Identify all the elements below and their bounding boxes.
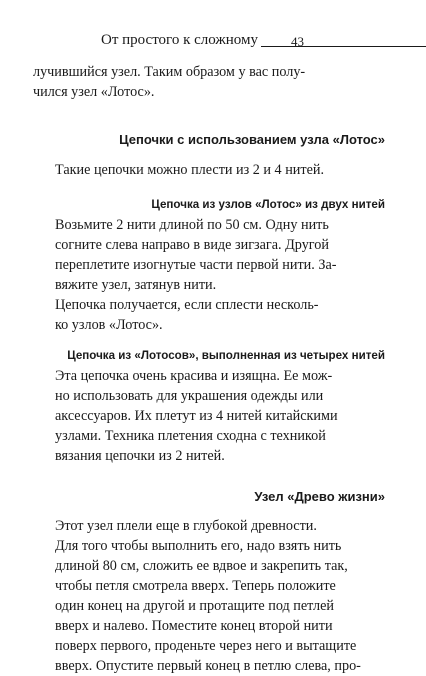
text-line: чтобы петля смотрела вверх. Теперь положите [55, 578, 336, 594]
text-line: аксессуаров. Их плетут из 4 нитей китайскими [55, 408, 338, 424]
text-line: ко узлов «Лотос». [55, 317, 163, 333]
page-content [33, 62, 385, 676]
paragraph-tree-of-life-instructions [33, 516, 385, 676]
text-line: поверх первого, проденьте через него и вытащите [55, 638, 357, 654]
subheading-two-thread-chain: Цепочка из узлов «Лотос» из двух нитей [151, 198, 385, 211]
text-line: Цепочка получается, если сплести несколь- [55, 297, 319, 313]
text-line: вяжите узел, затянув нити. [55, 277, 217, 293]
paragraph-two-thread-instructions [33, 215, 385, 295]
text-line: чился узел «Лотос». [33, 84, 155, 100]
section-heading-lotus-chains: Цепочки с использованием узла «Лотос» [119, 132, 385, 147]
subheading-four-thread-chain: Цепочка из «Лотосов», выполненная из четырех нитей [67, 349, 385, 362]
text-line: один конец на другой и протащите под петлей [55, 598, 334, 614]
paragraph-chain-intro: Такие цепочки можно плести из 2 и 4 нитей. [55, 162, 325, 178]
page-number: 43 [291, 34, 304, 49]
text-line: Возьмите 2 нити длиной по 50 см. Одну нить [55, 217, 329, 233]
paragraph-continuation [33, 62, 385, 102]
text-line: переплетите изогнутые части первой нити. За- [55, 257, 337, 273]
text-line: Эта цепочка очень красива и изящна. Ее мож- [55, 368, 333, 384]
text-line: вверх. Опустите первый конец в петлю слева, про- [55, 658, 361, 674]
running-head [101, 32, 426, 52]
text-line: согните слева направо в виде зигзага. Другой [55, 237, 329, 253]
text-line: длиной 80 см, сложить ее вдвое и закрепить так, [55, 558, 348, 574]
text-line: Этот узел плели еще в глубокой древности. [55, 518, 317, 534]
text-line: вязания цепочки из 2 нитей. [55, 448, 225, 464]
text-line: Для того чтобы выполнить его, надо взять нить [55, 538, 342, 554]
running-head-rule [261, 46, 426, 47]
running-head-title: От простого к сложному [101, 32, 258, 48]
section-heading-tree-of-life: Узел «Древо жизни» [254, 489, 385, 504]
text-line: но использовать для украшения одежды или [55, 388, 324, 404]
text-line: вверх и налево. Поместите конец второй нити [55, 618, 333, 634]
text-line: узлами. Техника плетения сходна с техникой [55, 428, 326, 444]
paragraph-chain-result [33, 295, 385, 335]
paragraph-four-thread-description [33, 366, 385, 466]
text-line: лучившийся узел. Таким образом у вас полу- [33, 64, 306, 80]
